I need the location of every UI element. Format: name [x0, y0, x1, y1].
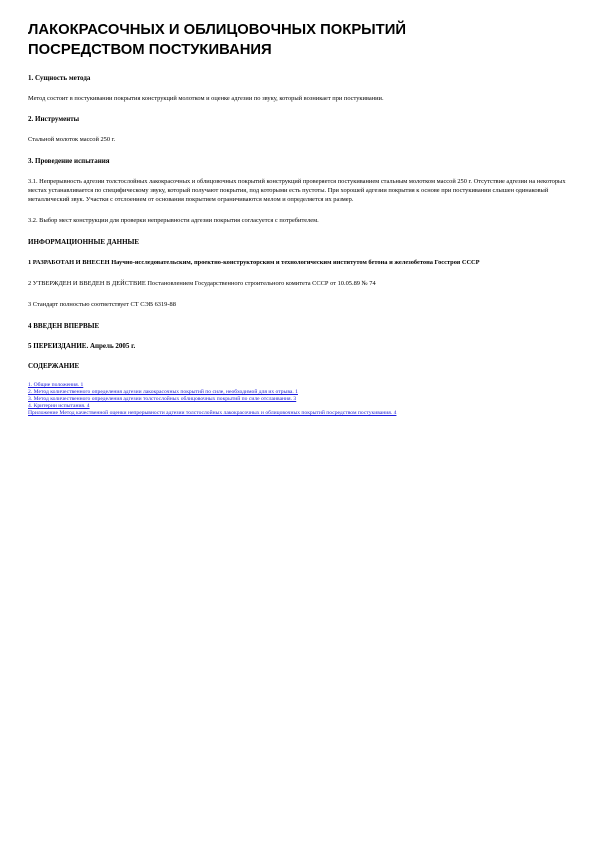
info-item-developed: 1 РАЗРАБОТАН И ВНЕСЕН Научно-исследовательским, проектно-конструкторским и технологическим институтом бетона и железобетона Госстроя СССР: [28, 258, 480, 266]
toc-link-lacquer-adhesion[interactable]: 2. Метод количественного определения адгезии лакокрасочных покрытий по силе, необходимой для их отрыва. 1: [28, 388, 298, 395]
info-item-approved: 2 УТВЕРЖДЕН И ВВЕДЕН В ДЕЙСТВИЕ Постановлением Государственного строительного комитета СССР от 10.05.89 № 74: [28, 280, 376, 288]
document-title: [28, 20, 568, 60]
document-page: [28, 20, 568, 418]
title-line-1: ЛАКОКРАСОЧНЫХ И ОБЛИЦОВОЧНЫХ ПОКРЫТИЙ: [28, 22, 406, 38]
title-line-2: ПОСРЕДСТВОМ ПОСТУКИВАНИЯ: [28, 42, 272, 58]
contents-heading: СОДЕРЖАНИЕ: [28, 361, 80, 370]
info-heading: ИНФОРМАЦИОННЫЕ ДАННЫЕ: [28, 237, 140, 246]
section-heading-essence: 1. Сущность метода: [28, 74, 91, 82]
section-text-essence: Метод состоит в постукивании покрытия конструкций молотком и оценке адгезии по звуку, который возникает при постукивании.: [28, 95, 384, 102]
section-heading-tools: 2. Инструменты: [28, 115, 80, 124]
toc-link-appendix[interactable]: Приложение Метод качественной оценки непрерывности адгезии толстослойных лакокрасочных и облицовочных покрытий посредством постукивания. 4: [28, 410, 397, 417]
info-item-first-introduced: 4 ВВЕДЕН ВПЕРВЫЕ: [28, 321, 100, 330]
info-item-standard: 3 Стандарт полностью соответствует СТ СЭВ 6319-88: [28, 301, 176, 309]
section-heading-procedure: 3. Проведение испытания: [28, 156, 110, 165]
toc-link-general[interactable]: 1. Общие положения. 1: [28, 381, 84, 388]
info-item-reissue: 5 ПЕРЕИЗДАНИЕ. Апрель 2005 г.: [28, 341, 136, 350]
section-text-tools: Стальной молоток массой 250 г.: [28, 136, 116, 144]
section-text-procedure-3-1: 3.1. Непрерывность адгезии толстослойных лакокрасочных и облицовочных покрытий конструкций проверяется постукиванием стальным молотком массой 250 г. Отсутствие адгезии на некоторых местах устанавливается по специфическому звуку, который получают покрытия, под которыми есть пустоты. При хорошей адгезии покрытия к основе при постукивании слышен одинаковый металлический звук. Участки с отслоением от основания покрытием ограничиваются мелом и определяется их размер.: [28, 177, 566, 204]
toc-link-facing-adhesion[interactable]: 3. Метод количественного определения адгезии толстослойных облицовочных покрытий по силе отслаивания. 3: [28, 396, 297, 403]
toc-link-criteria[interactable]: 4. Критерии испытания. 4: [28, 403, 90, 410]
section-text-procedure-3-2: 3.2. Выбор мест конструкции для проверки непрерывности адгезии покрытия согласуется с потребителем.: [28, 217, 319, 225]
table-of-contents: [28, 382, 568, 418]
